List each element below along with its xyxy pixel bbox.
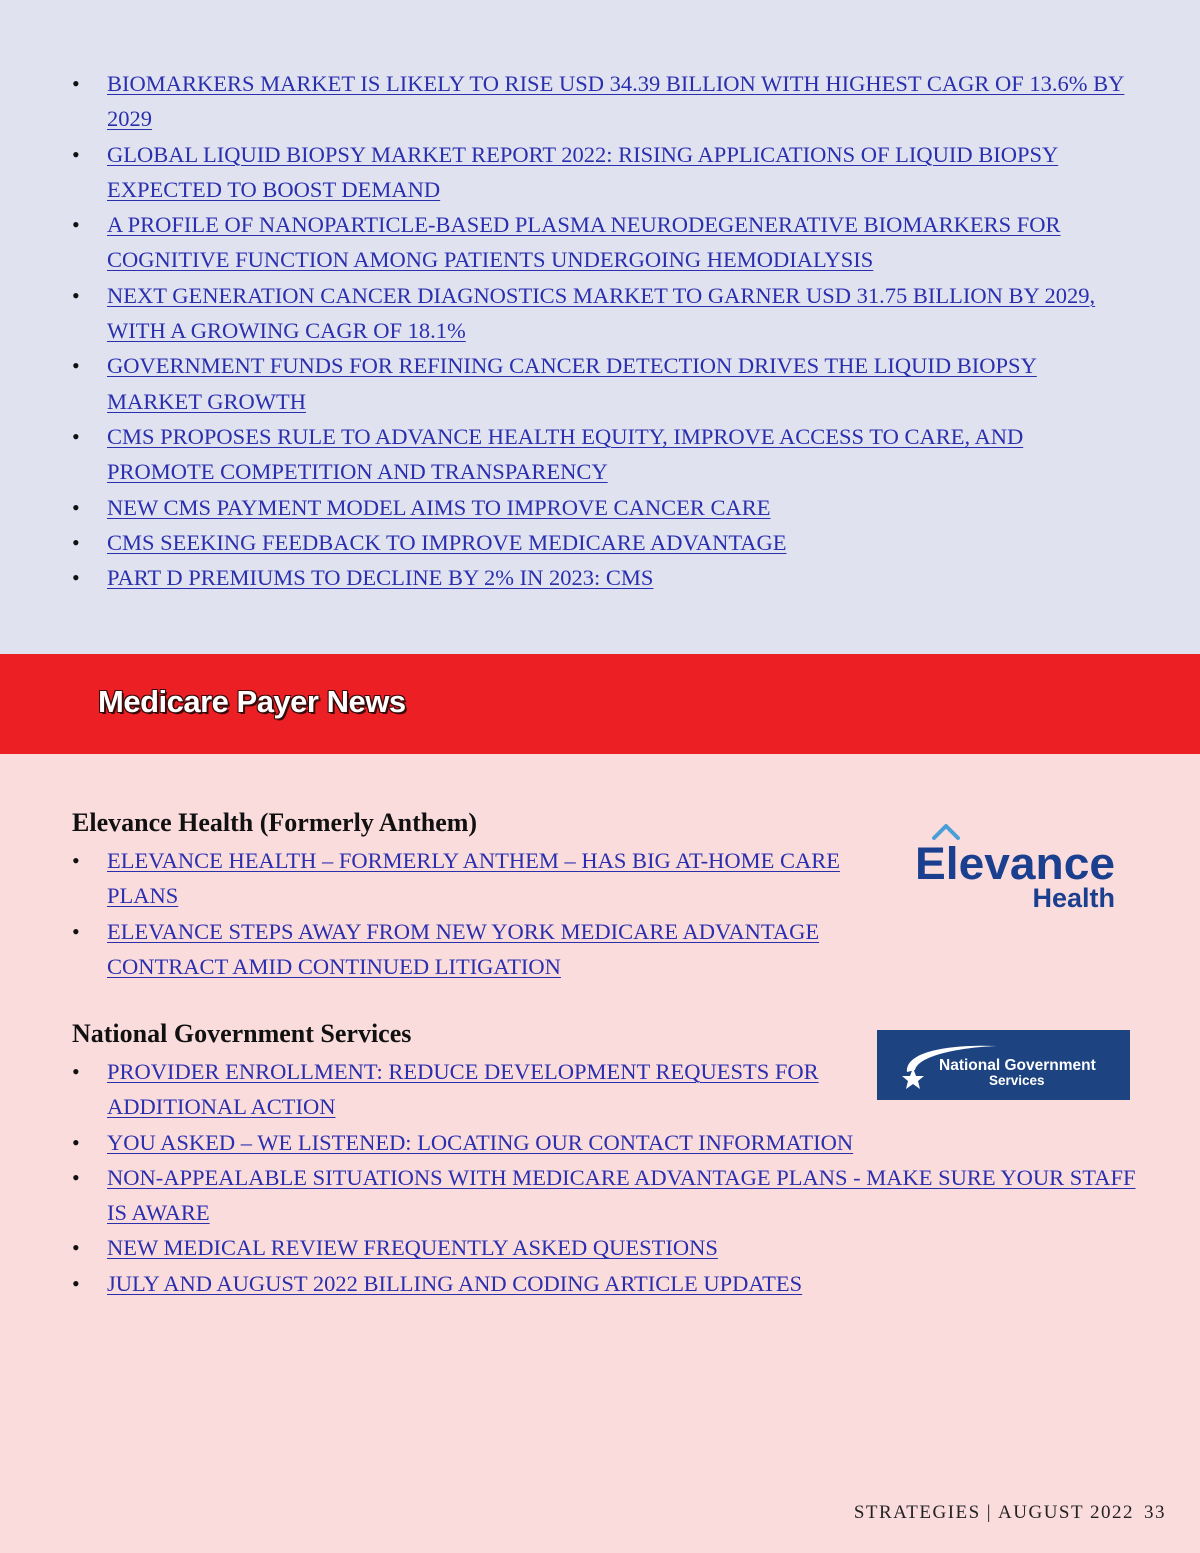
news-link[interactable]: CMS SEEKING FEEDBACK TO IMPROVE MEDICARE ADVANTAGE — [107, 529, 787, 555]
list-item — [72, 843, 872, 914]
ngs-link[interactable]: PROVIDER ENROLLMENT: REDUCE DEVELOPMENT REQUESTS FOR ADDITIONAL ACTION — [107, 1059, 819, 1120]
page-footer — [854, 1502, 1166, 1524]
ngs-link[interactable]: NEW MEDICAL REVIEW FREQUENTLY ASKED QUESTIONS — [107, 1235, 718, 1261]
list-item — [72, 560, 1132, 595]
list-item — [72, 278, 1132, 349]
list-item — [72, 914, 872, 985]
caret-icon — [934, 826, 958, 838]
elevance-link[interactable]: ELEVANCE HEALTH – FORMERLY ANTHEM – HAS BIG AT-HOME CARE PLANS — [107, 848, 840, 909]
list-item — [72, 66, 1132, 137]
elevance-link-list — [72, 843, 872, 984]
list-item — [72, 1125, 1142, 1160]
list-item — [72, 1266, 1142, 1301]
ngs-link[interactable]: YOU ASKED – WE LISTENED: LOCATING OUR CONTACT INFORMATION — [107, 1129, 854, 1155]
elevance-heading: Elevance Health (Formerly Anthem) — [72, 808, 478, 837]
news-link[interactable]: NEW CMS PAYMENT MODEL AIMS TO IMPROVE CANCER CARE — [107, 494, 771, 520]
ngs-link[interactable]: NON-APPEALABLE SITUATIONS WITH MEDICARE ADVANTAGE PLANS - MAKE SURE YOUR STAFF IS AWARE — [107, 1164, 1136, 1226]
logo-line-2: Services — [989, 1073, 1045, 1088]
list-item — [72, 207, 1132, 278]
news-link[interactable]: GLOBAL LIQUID BIOPSY MARKET REPORT 2022: RISING APPLICATIONS OF LIQUID BIOPSY EXPECTED TO BOOST DEMAND — [107, 141, 1059, 202]
logo-word-health: Health — [1032, 883, 1115, 913]
news-link[interactable]: BIOMARKERS MARKET IS LIKELY TO RISE USD 34.39 BILLION WITH HIGHEST CAGR OF 13.6% BY 2029 — [107, 71, 1125, 132]
news-link[interactable]: PART D PREMIUMS TO DECLINE BY 2% IN 2023: CMS — [107, 565, 654, 591]
news-link[interactable]: NEXT GENERATION CANCER DIAGNOSTICS MARKET TO GARNER USD 31.75 BILLION BY 2029, WITH A GROWING CAGR OF 18.1% — [107, 282, 1096, 344]
ngs-heading: National Government Services — [72, 1019, 412, 1048]
footer-separator: | — [986, 1502, 993, 1523]
elevance-link[interactable]: ELEVANCE STEPS AWAY FROM NEW YORK MEDICARE ADVANTAGE CONTRACT AMID CONTINUED LITIGATION — [107, 918, 820, 979]
issue-date: AUGUST 2022 — [998, 1502, 1134, 1523]
logo-word-elevance: Elevance — [915, 838, 1115, 889]
list-item — [72, 419, 1132, 490]
list-item — [72, 1160, 1142, 1231]
news-link[interactable]: GOVERNMENT FUNDS FOR REFINING CANCER DETECTION DRIVES THE LIQUID BIOPSY MARKET GROWTH — [107, 353, 1037, 414]
page-number: 33 — [1144, 1502, 1166, 1523]
logo-line-1: National Government — [939, 1057, 1096, 1074]
national-government-services-logo — [877, 1030, 1130, 1100]
list-item — [72, 348, 1132, 419]
list-item — [72, 525, 1132, 560]
news-link-list — [72, 66, 1132, 595]
publication-name: STRATEGIES — [853, 1502, 981, 1523]
banner-title: Medicare Payer News — [98, 684, 406, 719]
list-item — [72, 137, 1132, 208]
elevance-health-logo — [912, 818, 1127, 918]
list-item — [72, 490, 1132, 525]
news-link[interactable]: CMS PROPOSES RULE TO ADVANCE HEALTH EQUITY, IMPROVE ACCESS TO CARE, AND PROMOTE COMPETITION AND TRANSPARENCY — [107, 423, 1024, 485]
ngs-link[interactable]: JULY AND AUGUST 2022 BILLING AND CODING ARTICLE UPDATES — [107, 1270, 803, 1296]
news-link[interactable]: A PROFILE OF NANOPARTICLE-BASED PLASMA NEURODEGENERATIVE BIOMARKERS FOR COGNITIVE FUNCTION AMONG PATIENTS UNDERGOING HEMODIALYSIS — [107, 212, 1061, 273]
list-item — [72, 1230, 1142, 1265]
